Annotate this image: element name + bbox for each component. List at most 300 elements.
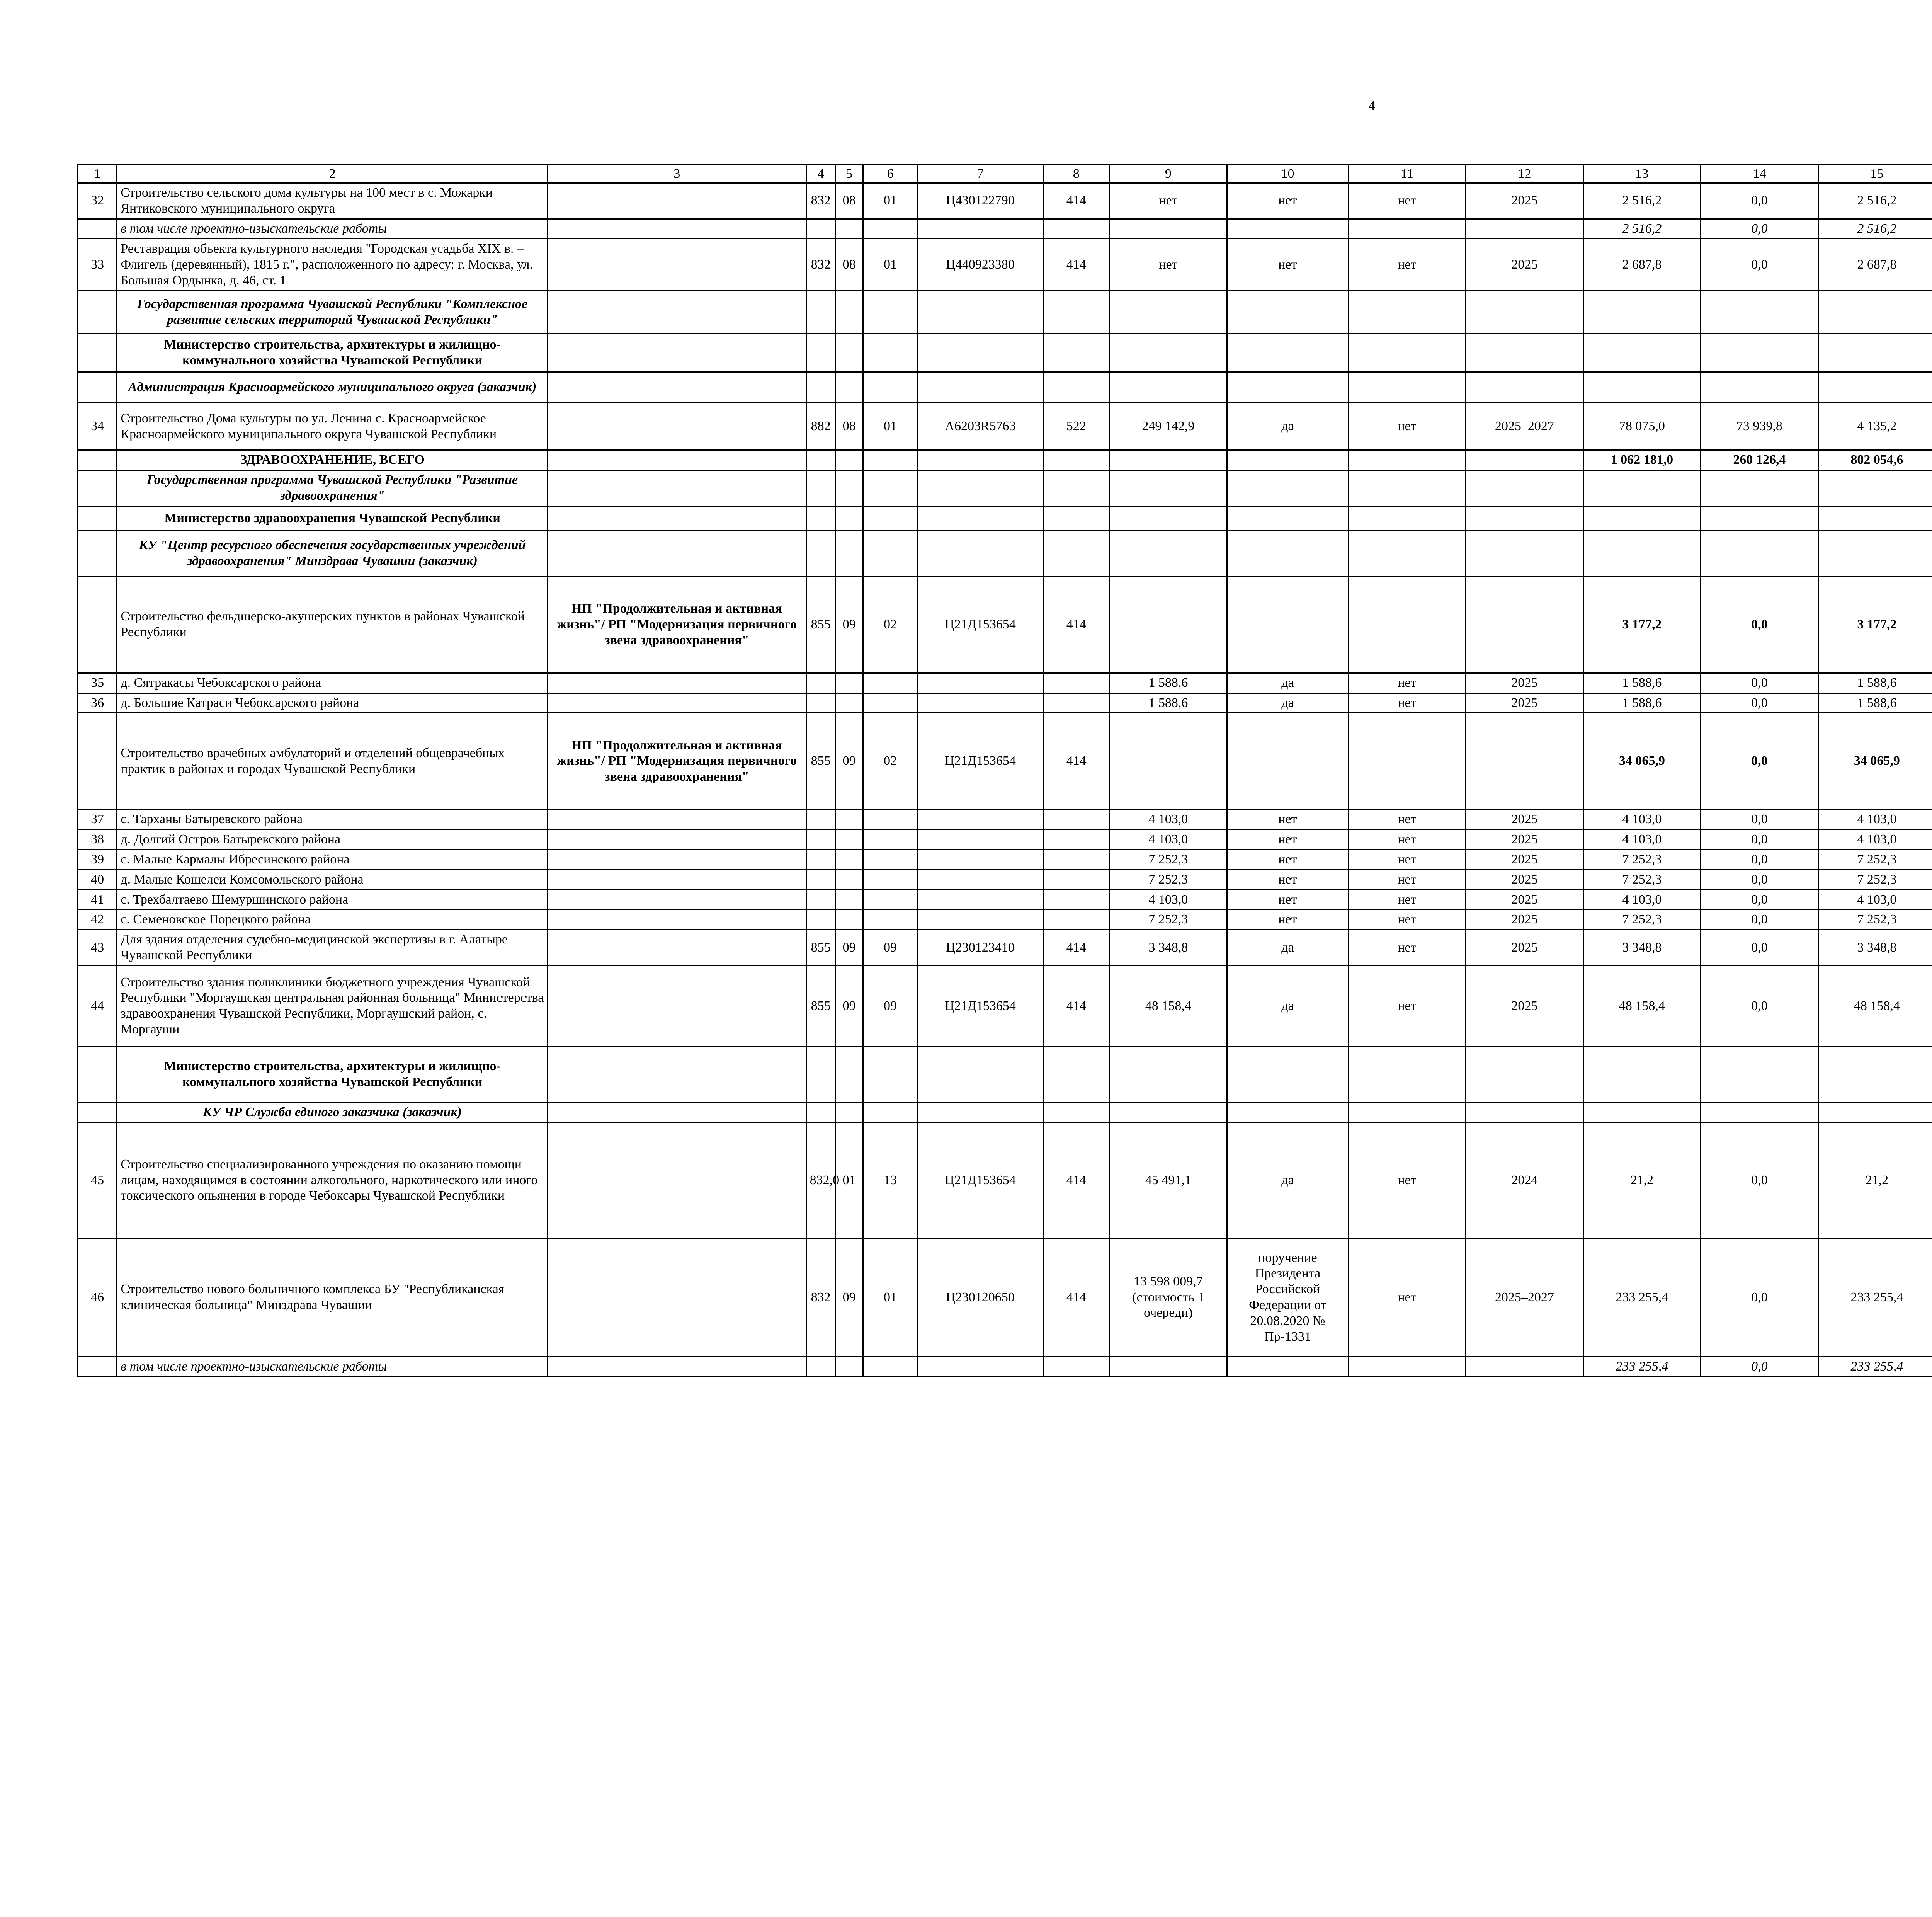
value-cell-col-6: 01 (863, 403, 918, 450)
value-cell-col-8: 414 (1043, 239, 1109, 291)
value-cell-col-10: да (1227, 1122, 1348, 1238)
value-cell-col-13: 3 348,8 (1583, 930, 1701, 966)
value-cell-col-9 (1109, 1357, 1227, 1377)
table-row (78, 239, 1932, 291)
value-cell-col-4: 832 (806, 183, 835, 219)
value-cell-col-6 (863, 470, 918, 506)
value-cell-col-6 (863, 219, 918, 239)
value-cell-col-10: нет (1227, 850, 1348, 870)
value-cell-col-8 (1043, 291, 1109, 334)
value-cell-col-6 (863, 910, 918, 930)
value-cell-col-13: 2 516,2 (1583, 219, 1701, 239)
value-cell-col-11: нет (1348, 930, 1466, 966)
value-cell-col-4: 855 (806, 713, 835, 810)
value-cell-col-4: 855 (806, 576, 835, 673)
value-cell-col-7: Ц430122790 (918, 183, 1043, 219)
value-cell-col-14: 0,0 (1701, 693, 1818, 713)
value-cell-col-8: 414 (1043, 965, 1109, 1047)
value-cell-col-9: 4 103,0 (1109, 890, 1227, 910)
value-cell-col-7: Ц21Д153654 (918, 965, 1043, 1047)
value-cell-col-9 (1109, 1102, 1227, 1122)
value-cell-col-14: 0,0 (1701, 1238, 1818, 1357)
value-cell-col-15: 1 588,6 (1818, 673, 1932, 693)
value-cell-col-5 (835, 890, 863, 910)
value-cell-col-4 (806, 910, 835, 930)
value-cell-col-14: 0,0 (1701, 930, 1818, 966)
column-number-cell: 5 (835, 165, 863, 183)
object-name-cell: Государственная программа Чувашской Республики "Развитие здравоохранения" (117, 470, 548, 506)
table-row (78, 713, 1932, 810)
value-cell-col-3 (548, 531, 806, 576)
value-cell-col-12 (1466, 576, 1583, 673)
value-cell-col-11 (1348, 1047, 1466, 1102)
value-cell-col-14 (1701, 372, 1818, 403)
row-number-cell (78, 1357, 117, 1377)
value-cell-col-4 (806, 830, 835, 850)
table-row (78, 372, 1932, 403)
value-cell-col-14: 0,0 (1701, 219, 1818, 239)
value-cell-col-11: нет (1348, 910, 1466, 930)
value-cell-col-13: 233 255,4 (1583, 1238, 1701, 1357)
value-cell-col-14 (1701, 531, 1818, 576)
row-number-cell: 35 (78, 673, 117, 693)
value-cell-col-5 (835, 1047, 863, 1102)
row-number-cell (78, 219, 117, 239)
value-cell-col-8 (1043, 810, 1109, 830)
value-cell-col-5: 09 (835, 930, 863, 966)
value-cell-col-3 (548, 890, 806, 910)
value-cell-col-15: 3 177,2 (1818, 576, 1932, 673)
row-number-cell: 40 (78, 870, 117, 890)
value-cell-col-5 (835, 531, 863, 576)
value-cell-col-10: нет (1227, 890, 1348, 910)
value-cell-col-10: да (1227, 403, 1348, 450)
value-cell-col-8 (1043, 506, 1109, 531)
value-cell-col-12: 2025 (1466, 183, 1583, 219)
value-cell-col-3 (548, 673, 806, 693)
value-cell-col-7: Ц21Д153654 (918, 576, 1043, 673)
table-row (78, 830, 1932, 850)
value-cell-col-4 (806, 219, 835, 239)
value-cell-col-14 (1701, 1047, 1818, 1102)
value-cell-col-7 (918, 1047, 1043, 1102)
value-cell-col-10: нет (1227, 239, 1348, 291)
value-cell-col-8 (1043, 531, 1109, 576)
table-row (78, 810, 1932, 830)
value-cell-col-5 (835, 673, 863, 693)
row-number-cell (78, 291, 117, 334)
row-number-cell (78, 1102, 117, 1122)
column-number-cell: 15 (1818, 165, 1932, 183)
column-number-cell: 4 (806, 165, 835, 183)
value-cell-col-11 (1348, 450, 1466, 470)
value-cell-col-11: нет (1348, 850, 1466, 870)
value-cell-col-15 (1818, 506, 1932, 531)
value-cell-col-4 (806, 673, 835, 693)
value-cell-col-12: 2025 (1466, 673, 1583, 693)
value-cell-col-8 (1043, 870, 1109, 890)
value-cell-col-6: 09 (863, 965, 918, 1047)
value-cell-col-7 (918, 506, 1043, 531)
value-cell-col-5 (835, 291, 863, 334)
value-cell-col-6: 02 (863, 576, 918, 673)
value-cell-col-15: 21,2 (1818, 1122, 1932, 1238)
construction-objects-table (77, 164, 1932, 1377)
value-cell-col-14 (1701, 1102, 1818, 1122)
value-cell-col-9: 249 142,9 (1109, 403, 1227, 450)
value-cell-col-3 (548, 1238, 806, 1357)
value-cell-col-9 (1109, 219, 1227, 239)
value-cell-col-13 (1583, 470, 1701, 506)
value-cell-col-5 (835, 1357, 863, 1377)
table-row (78, 506, 1932, 531)
value-cell-col-6 (863, 372, 918, 403)
value-cell-col-9: 48 158,4 (1109, 965, 1227, 1047)
value-cell-col-8 (1043, 890, 1109, 910)
object-name-cell: Министерство строительства, архитектуры и жилищно-коммунального хозяйства Чувашской Республики (117, 334, 548, 372)
value-cell-col-13 (1583, 372, 1701, 403)
value-cell-col-9 (1109, 531, 1227, 576)
value-cell-col-13: 2 516,2 (1583, 183, 1701, 219)
value-cell-col-4 (806, 890, 835, 910)
row-number-cell: 34 (78, 403, 117, 450)
value-cell-col-9 (1109, 506, 1227, 531)
value-cell-col-9 (1109, 470, 1227, 506)
object-name-cell: Строительство Дома культуры по ул. Ленина с. Красноармейское Красноармейского муниципального округа Чувашской Республики (117, 403, 548, 450)
value-cell-col-4 (806, 470, 835, 506)
value-cell-col-7 (918, 693, 1043, 713)
value-cell-col-14: 0,0 (1701, 1357, 1818, 1377)
row-number-cell: 38 (78, 830, 117, 850)
value-cell-col-10: нет (1227, 810, 1348, 830)
value-cell-col-6 (863, 506, 918, 531)
object-name-cell: Строительство здания поликлиники бюджетного учреждения Чувашской Республики "Моргаушская центральная районная больница" Министерства здравоохранения Чувашской Республики, Моргаушский район, с. Моргауши (117, 965, 548, 1047)
table-row (78, 890, 1932, 910)
value-cell-col-7: Ц440923380 (918, 239, 1043, 291)
value-cell-col-13: 4 103,0 (1583, 830, 1701, 850)
value-cell-col-11 (1348, 372, 1466, 403)
value-cell-col-15 (1818, 470, 1932, 506)
value-cell-col-15: 2 687,8 (1818, 239, 1932, 291)
value-cell-col-7 (918, 334, 1043, 372)
value-cell-col-12: 2025–2027 (1466, 1238, 1583, 1357)
value-cell-col-3 (548, 1047, 806, 1102)
value-cell-col-9: 4 103,0 (1109, 810, 1227, 830)
value-cell-col-12 (1466, 506, 1583, 531)
object-name-cell: в том числе проектно-изыскательские работы (117, 1357, 548, 1377)
value-cell-col-9 (1109, 713, 1227, 810)
value-cell-col-12: 2025 (1466, 850, 1583, 870)
value-cell-col-10: нет (1227, 870, 1348, 890)
value-cell-col-3 (548, 965, 806, 1047)
value-cell-col-10 (1227, 372, 1348, 403)
value-cell-col-7: Ц21Д153654 (918, 1122, 1043, 1238)
value-cell-col-8 (1043, 1357, 1109, 1377)
value-cell-col-4 (806, 1357, 835, 1377)
value-cell-col-12: 2025 (1466, 239, 1583, 291)
value-cell-col-6 (863, 830, 918, 850)
object-name-cell: в том числе проектно-изыскательские работы (117, 219, 548, 239)
value-cell-col-10: да (1227, 693, 1348, 713)
value-cell-col-9: 1 588,6 (1109, 693, 1227, 713)
value-cell-col-10 (1227, 713, 1348, 810)
table-row (78, 910, 1932, 930)
value-cell-col-14: 0,0 (1701, 870, 1818, 890)
value-cell-col-8 (1043, 850, 1109, 870)
value-cell-col-15: 34 065,9 (1818, 713, 1932, 810)
value-cell-col-10: нет (1227, 183, 1348, 219)
row-number-cell (78, 506, 117, 531)
value-cell-col-12: 2025 (1466, 693, 1583, 713)
table-row (78, 850, 1932, 870)
value-cell-col-7 (918, 870, 1043, 890)
value-cell-col-11: нет (1348, 890, 1466, 910)
value-cell-col-11 (1348, 531, 1466, 576)
value-cell-col-7 (918, 810, 1043, 830)
value-cell-col-9 (1109, 334, 1227, 372)
value-cell-col-13: 4 103,0 (1583, 810, 1701, 830)
table-row (78, 1357, 1932, 1377)
column-number-cell: 11 (1348, 165, 1466, 183)
value-cell-col-5: 08 (835, 403, 863, 450)
value-cell-col-12 (1466, 470, 1583, 506)
value-cell-col-3 (548, 470, 806, 506)
row-number-cell: 37 (78, 810, 117, 830)
value-cell-col-8 (1043, 1102, 1109, 1122)
value-cell-col-13 (1583, 531, 1701, 576)
value-cell-col-15: 2 516,2 (1818, 183, 1932, 219)
value-cell-col-11 (1348, 334, 1466, 372)
value-cell-col-3 (548, 403, 806, 450)
value-cell-col-6 (863, 673, 918, 693)
value-cell-col-6 (863, 693, 918, 713)
value-cell-col-9 (1109, 1047, 1227, 1102)
value-cell-col-13: 7 252,3 (1583, 910, 1701, 930)
value-cell-col-6: 01 (863, 183, 918, 219)
value-cell-col-14: 0,0 (1701, 239, 1818, 291)
value-cell-col-14: 0,0 (1701, 183, 1818, 219)
value-cell-col-8 (1043, 470, 1109, 506)
value-cell-col-14: 260 126,4 (1701, 450, 1818, 470)
value-cell-col-10 (1227, 470, 1348, 506)
value-cell-col-9 (1109, 576, 1227, 673)
table-row (78, 693, 1932, 713)
value-cell-col-3 (548, 506, 806, 531)
value-cell-col-3 (548, 291, 806, 334)
column-number-cell: 8 (1043, 165, 1109, 183)
column-number-cell: 13 (1583, 165, 1701, 183)
value-cell-col-4 (806, 870, 835, 890)
value-cell-col-7: Ц230120650 (918, 1238, 1043, 1357)
value-cell-col-15: 802 054,6 (1818, 450, 1932, 470)
table-row (78, 470, 1932, 506)
value-cell-col-5 (835, 372, 863, 403)
value-cell-col-8: 522 (1043, 403, 1109, 450)
value-cell-col-4: 832 (806, 1238, 835, 1357)
value-cell-col-10 (1227, 450, 1348, 470)
value-cell-col-11: нет (1348, 239, 1466, 291)
value-cell-col-11 (1348, 576, 1466, 673)
value-cell-col-11 (1348, 506, 1466, 531)
value-cell-col-15: 233 255,4 (1818, 1357, 1932, 1377)
value-cell-col-8 (1043, 1047, 1109, 1102)
value-cell-col-5: 09 (835, 713, 863, 810)
value-cell-col-8: 414 (1043, 183, 1109, 219)
value-cell-col-6 (863, 334, 918, 372)
value-cell-col-11: нет (1348, 183, 1466, 219)
row-number-cell (78, 1047, 117, 1102)
value-cell-col-6 (863, 1047, 918, 1102)
value-cell-col-3 (548, 870, 806, 890)
value-cell-col-14: 0,0 (1701, 713, 1818, 810)
value-cell-col-13: 7 252,3 (1583, 850, 1701, 870)
column-number-cell: 2 (117, 165, 548, 183)
value-cell-col-12: 2025–2027 (1466, 403, 1583, 450)
row-number-cell: 32 (78, 183, 117, 219)
value-cell-col-15: 4 103,0 (1818, 890, 1932, 910)
value-cell-col-8 (1043, 673, 1109, 693)
value-cell-col-6 (863, 291, 918, 334)
object-name-cell: Строительство нового больничного комплекса БУ "Республиканская клиническая больница" Минздрава Чувашии (117, 1238, 548, 1357)
value-cell-col-7 (918, 219, 1043, 239)
value-cell-col-14 (1701, 506, 1818, 531)
value-cell-col-5 (835, 334, 863, 372)
column-number-cell: 7 (918, 165, 1043, 183)
value-cell-col-15 (1818, 291, 1932, 334)
row-number-cell (78, 576, 117, 673)
value-cell-col-7 (918, 372, 1043, 403)
value-cell-col-14: 0,0 (1701, 576, 1818, 673)
value-cell-col-7 (918, 470, 1043, 506)
object-name-cell: д. Сятракасы Чебоксарского района (117, 673, 548, 693)
value-cell-col-12 (1466, 450, 1583, 470)
object-name-cell: с. Семеновское Порецкого района (117, 910, 548, 930)
column-number-cell: 12 (1466, 165, 1583, 183)
table-row (78, 1238, 1932, 1357)
row-number-cell: 39 (78, 850, 117, 870)
value-cell-col-7 (918, 910, 1043, 930)
value-cell-col-7 (918, 850, 1043, 870)
row-number-cell (78, 372, 117, 403)
value-cell-col-10 (1227, 1102, 1348, 1122)
value-cell-col-6 (863, 1357, 918, 1377)
value-cell-col-9 (1109, 372, 1227, 403)
value-cell-col-10: да (1227, 930, 1348, 966)
value-cell-col-15: 1 588,6 (1818, 693, 1932, 713)
value-cell-col-3 (548, 183, 806, 219)
value-cell-col-12 (1466, 291, 1583, 334)
value-cell-col-14: 0,0 (1701, 850, 1818, 870)
value-cell-col-7 (918, 673, 1043, 693)
value-cell-col-15 (1818, 531, 1932, 576)
value-cell-col-5: 09 (835, 576, 863, 673)
value-cell-col-7 (918, 1102, 1043, 1122)
value-cell-col-6 (863, 531, 918, 576)
value-cell-col-15: 2 516,2 (1818, 219, 1932, 239)
value-cell-col-11 (1348, 713, 1466, 810)
object-name-cell: Министерство строительства, архитектуры и жилищно-коммунального хозяйства Чувашской Республики (117, 1047, 548, 1102)
value-cell-col-11 (1348, 219, 1466, 239)
value-cell-col-5 (835, 810, 863, 830)
column-number-cell: 6 (863, 165, 918, 183)
object-name-cell: с. Малые Кармалы Ибресинского района (117, 850, 548, 870)
value-cell-col-12 (1466, 372, 1583, 403)
value-cell-col-13: 3 177,2 (1583, 576, 1701, 673)
value-cell-col-8 (1043, 693, 1109, 713)
table-row (78, 291, 1932, 334)
row-number-cell: 36 (78, 693, 117, 713)
value-cell-col-3 (548, 1357, 806, 1377)
value-cell-col-10 (1227, 291, 1348, 334)
value-cell-col-9: нет (1109, 239, 1227, 291)
value-cell-col-7 (918, 291, 1043, 334)
value-cell-col-5 (835, 506, 863, 531)
value-cell-col-4 (806, 506, 835, 531)
value-cell-col-3 (548, 334, 806, 372)
value-cell-col-8 (1043, 372, 1109, 403)
value-cell-col-6: 09 (863, 930, 918, 966)
table-row (78, 1102, 1932, 1122)
object-name-cell: д. Долгий Остров Батыревского района (117, 830, 548, 850)
value-cell-col-11: нет (1348, 810, 1466, 830)
row-number-cell: 43 (78, 930, 117, 966)
value-cell-col-9 (1109, 450, 1227, 470)
value-cell-col-4 (806, 693, 835, 713)
value-cell-col-14 (1701, 334, 1818, 372)
value-cell-col-9: 45 491,1 (1109, 1122, 1227, 1238)
value-cell-col-4 (806, 291, 835, 334)
object-name-cell: КУ ЧР Служба единого заказчика (заказчик) (117, 1102, 548, 1122)
value-cell-col-13: 78 075,0 (1583, 403, 1701, 450)
value-cell-col-3 (548, 219, 806, 239)
value-cell-col-9: 7 252,3 (1109, 910, 1227, 930)
value-cell-col-12 (1466, 219, 1583, 239)
value-cell-col-12: 2025 (1466, 830, 1583, 850)
value-cell-col-15 (1818, 1102, 1932, 1122)
value-cell-col-14: 0,0 (1701, 673, 1818, 693)
value-cell-col-12 (1466, 713, 1583, 810)
table-row (78, 219, 1932, 239)
value-cell-col-9: 7 252,3 (1109, 850, 1227, 870)
value-cell-col-10: поручение Президента Российской Федерации от 20.08.2020 № Пр-1331 (1227, 1238, 1348, 1357)
value-cell-col-4 (806, 334, 835, 372)
value-cell-col-13: 1 588,6 (1583, 693, 1701, 713)
value-cell-col-14: 0,0 (1701, 910, 1818, 930)
value-cell-col-5 (835, 910, 863, 930)
value-cell-col-9: 7 252,3 (1109, 870, 1227, 890)
column-number-cell: 14 (1701, 165, 1818, 183)
value-cell-col-11: нет (1348, 693, 1466, 713)
value-cell-col-11: нет (1348, 965, 1466, 1047)
value-cell-col-15: 4 103,0 (1818, 830, 1932, 850)
value-cell-col-6 (863, 450, 918, 470)
value-cell-col-5 (835, 450, 863, 470)
value-cell-col-10 (1227, 531, 1348, 576)
value-cell-col-6: 01 (863, 1238, 918, 1357)
value-cell-col-4: 832,0 (806, 1122, 835, 1238)
value-cell-col-11 (1348, 291, 1466, 334)
value-cell-col-13 (1583, 1102, 1701, 1122)
value-cell-col-14 (1701, 291, 1818, 334)
value-cell-col-4 (806, 850, 835, 870)
value-cell-col-15: 4 135,2 (1818, 403, 1932, 450)
value-cell-col-12: 2025 (1466, 870, 1583, 890)
object-name-cell: Администрация Красноармейского муниципального округа (заказчик) (117, 372, 548, 403)
value-cell-col-6 (863, 850, 918, 870)
value-cell-col-4: 832 (806, 239, 835, 291)
object-name-cell: с. Трехбалтаево Шемуршинского района (117, 890, 548, 910)
value-cell-col-6: 02 (863, 713, 918, 810)
